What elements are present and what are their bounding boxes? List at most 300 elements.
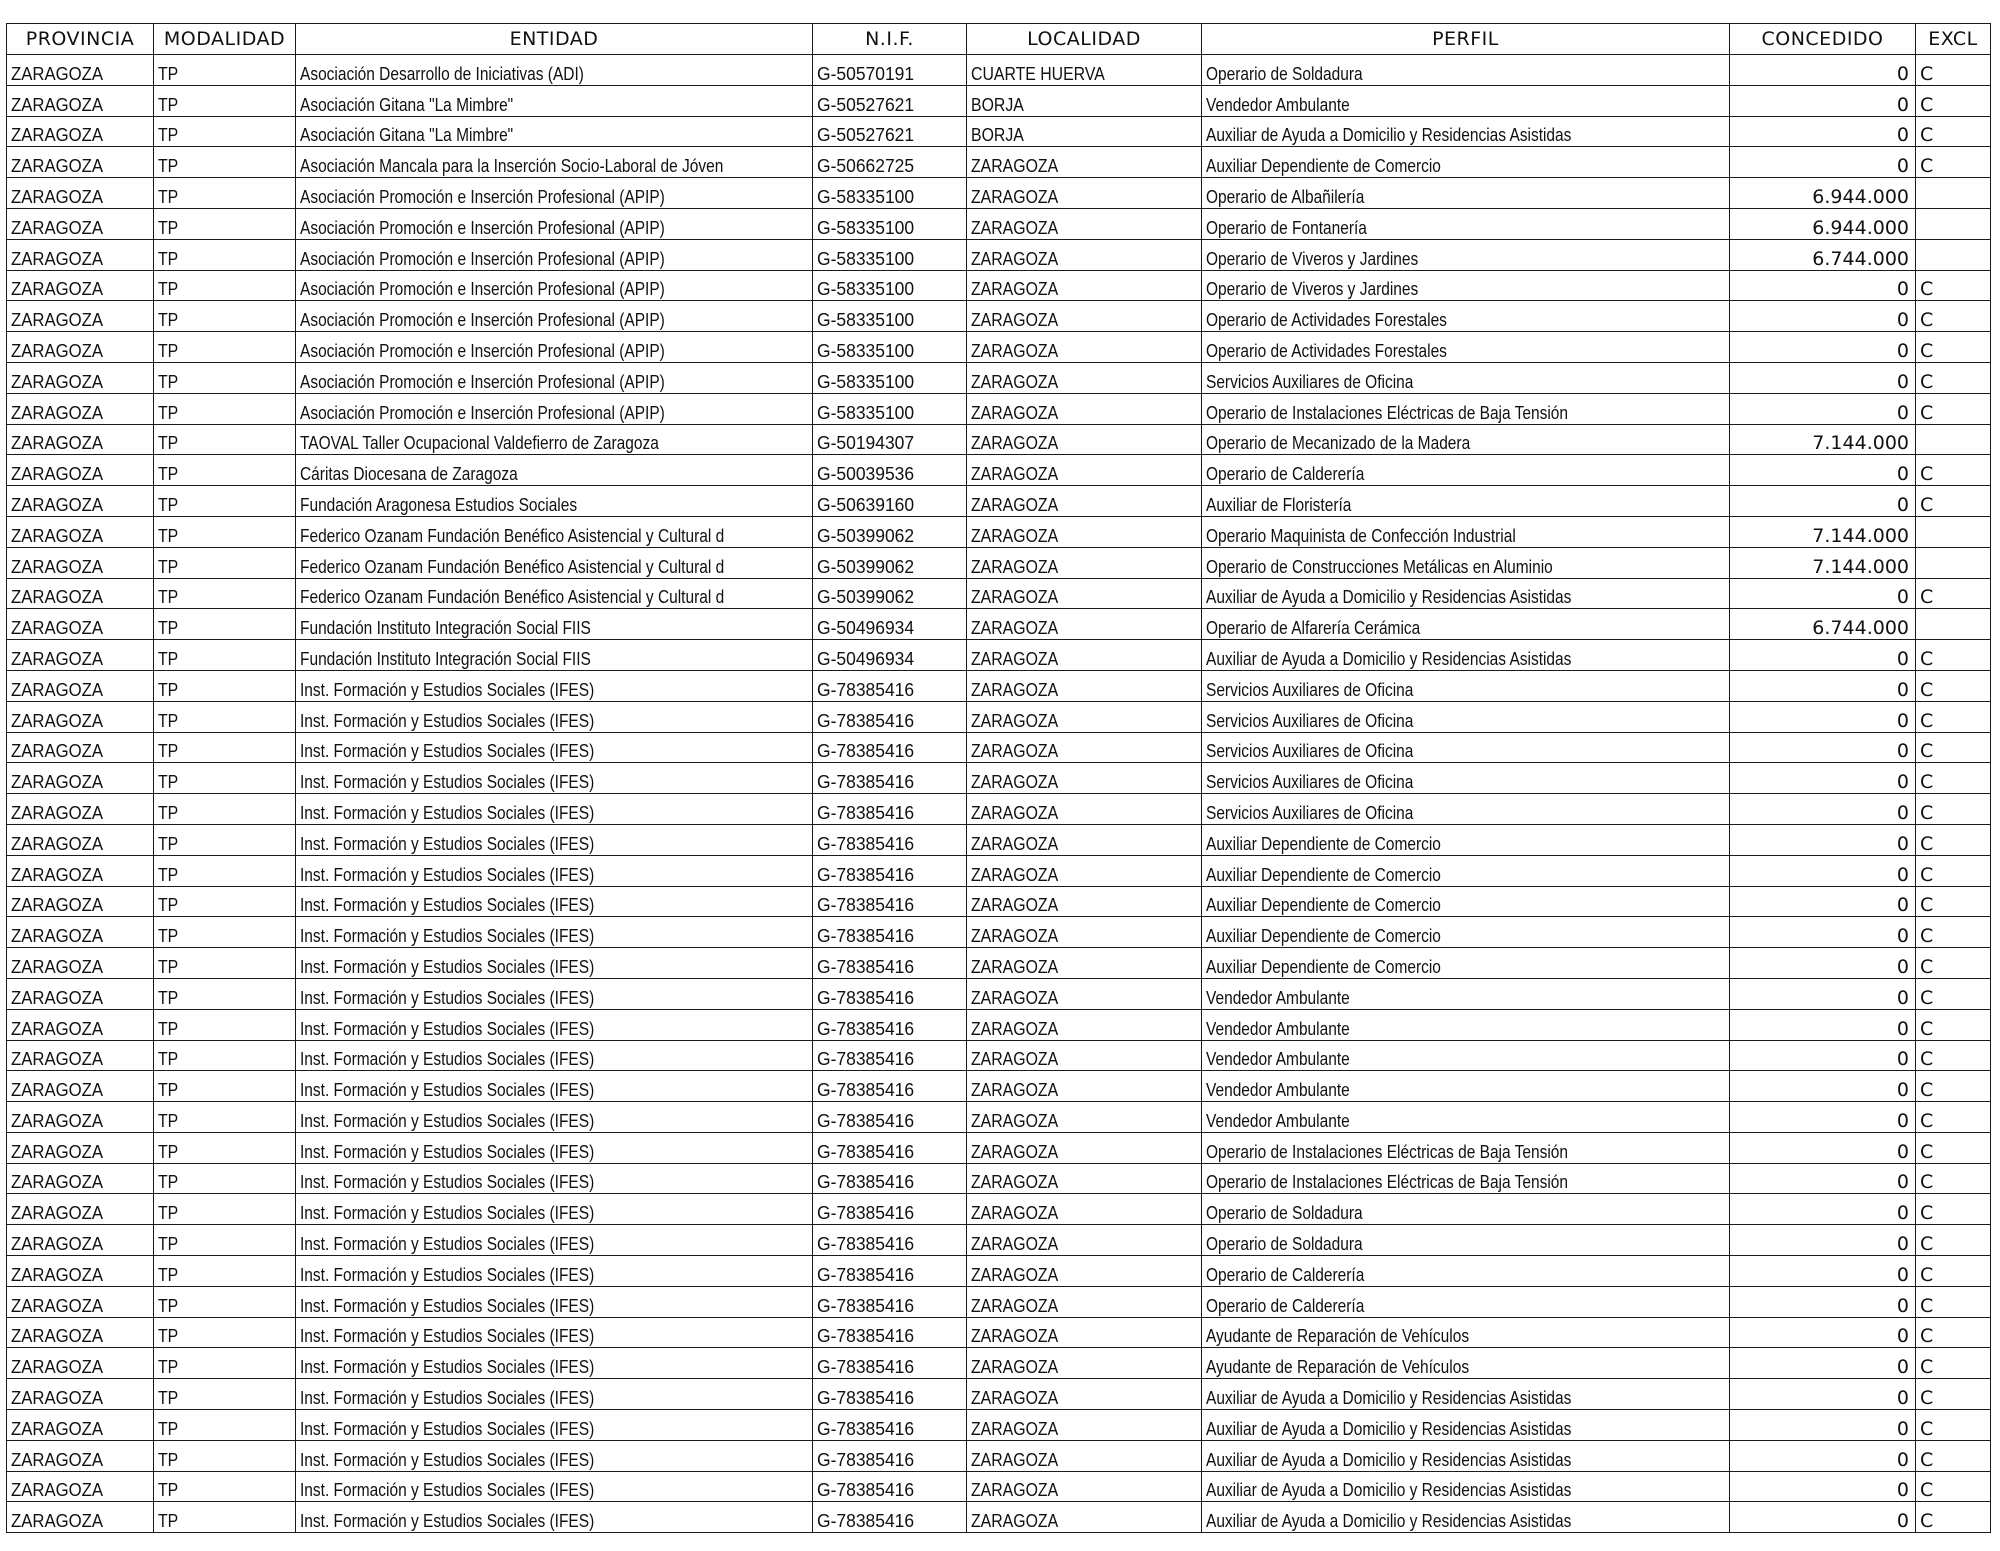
- cell-perfil: [1202, 855, 1730, 886]
- cell-nif: [813, 763, 967, 794]
- cell-excl: C: [1916, 1286, 1991, 1317]
- cell-provincia-text: ZARAGOZA: [11, 587, 104, 608]
- cell-nif-text: G-78385416: [817, 1357, 915, 1378]
- cell-concedido: 0: [1730, 701, 1916, 732]
- cell-perfil-text: Operario de Construcciones Metálicas en Aluminio: [1206, 556, 1553, 577]
- cell-nif: [813, 1163, 967, 1194]
- table-row: [7, 208, 1991, 239]
- cell-nif-text: G-78385416: [817, 1018, 915, 1039]
- cell-provincia: [7, 1410, 154, 1441]
- cell-concedido: 0: [1730, 1471, 1916, 1502]
- cell-entidad: [296, 855, 813, 886]
- cell-localidad-text: ZARAGOZA: [971, 556, 1059, 577]
- cell-localidad: [967, 1317, 1202, 1348]
- cell-perfil: [1202, 1071, 1730, 1102]
- cell-perfil: [1202, 332, 1730, 363]
- cell-nif: [813, 1317, 967, 1348]
- cell-localidad-text: ZARAGOZA: [971, 987, 1059, 1008]
- cell-modalidad-text: TP: [158, 248, 179, 269]
- cell-localidad: [967, 1410, 1202, 1441]
- cell-entidad-text: Asociación Gitana "La Mimbre": [300, 94, 514, 115]
- cell-entidad: [296, 147, 813, 178]
- cell-perfil: [1202, 178, 1730, 209]
- cell-localidad: [967, 1471, 1202, 1502]
- cell-localidad: [967, 640, 1202, 671]
- cell-localidad: [967, 239, 1202, 270]
- cell-localidad: [967, 116, 1202, 147]
- cell-localidad-text: ZARAGOZA: [971, 310, 1059, 331]
- cell-entidad: [296, 362, 813, 393]
- cell-modalidad-text: TP: [158, 1203, 179, 1224]
- cell-localidad-text: ZARAGOZA: [971, 864, 1059, 885]
- cell-perfil-text: Operario de Albañilería: [1206, 186, 1365, 207]
- cell-localidad-text: ZARAGOZA: [971, 1357, 1059, 1378]
- cell-localidad-text: ZARAGOZA: [971, 433, 1059, 454]
- cell-perfil-text: Auxiliar de Ayuda a Domicilio y Residencias Asistidas: [1206, 1511, 1572, 1532]
- cell-modalidad-text: TP: [158, 1141, 179, 1162]
- cell-provincia: [7, 670, 154, 701]
- cell-localidad-text: ZARAGOZA: [971, 279, 1059, 300]
- cell-excl: [1916, 516, 1991, 547]
- cell-perfil: [1202, 1102, 1730, 1133]
- cell-perfil-text: Operario de Actividades Forestales: [1206, 340, 1447, 361]
- cell-modalidad: [154, 609, 296, 640]
- cell-nif-text: G-50399062: [817, 525, 915, 546]
- cell-entidad: [296, 1410, 813, 1441]
- cell-localidad-text: ZARAGOZA: [971, 1172, 1059, 1193]
- cell-entidad: [296, 270, 813, 301]
- cell-provincia: [7, 547, 154, 578]
- cell-provincia: [7, 1286, 154, 1317]
- cell-provincia-text: ZARAGOZA: [11, 802, 104, 823]
- cell-localidad: [967, 1225, 1202, 1256]
- cell-localidad: [967, 85, 1202, 116]
- cell-concedido: 0: [1730, 486, 1916, 517]
- cell-perfil: [1202, 824, 1730, 855]
- table-row: [7, 1379, 1991, 1410]
- cell-localidad-text: ZARAGOZA: [971, 1264, 1059, 1285]
- cell-modalidad-text: TP: [158, 772, 179, 793]
- cell-excl: C: [1916, 455, 1991, 486]
- cell-entidad: [296, 886, 813, 917]
- cell-provincia-text: ZARAGOZA: [11, 1388, 104, 1409]
- cell-perfil-text: Auxiliar de Ayuda a Domicilio y Residencias Asistidas: [1206, 1418, 1572, 1439]
- cell-modalidad: [154, 1102, 296, 1133]
- cell-provincia: [7, 1471, 154, 1502]
- cell-provincia-text: ZARAGOZA: [11, 186, 104, 207]
- cell-nif: [813, 794, 967, 825]
- cell-entidad: [296, 1225, 813, 1256]
- cell-modalidad-text: TP: [158, 156, 179, 177]
- cell-excl: C: [1916, 332, 1991, 363]
- cell-provincia-text: ZARAGOZA: [11, 1018, 104, 1039]
- cell-entidad-text: Cáritas Diocesana de Zaragoza: [300, 464, 518, 485]
- cell-localidad-text: ZARAGOZA: [971, 371, 1059, 392]
- cell-nif: [813, 239, 967, 270]
- cell-modalidad-text: TP: [158, 371, 179, 392]
- cell-perfil: [1202, 1471, 1730, 1502]
- cell-perfil: [1202, 147, 1730, 178]
- cell-perfil: [1202, 763, 1730, 794]
- header-row: [7, 24, 1991, 55]
- cell-concedido: 6.944.000: [1730, 208, 1916, 239]
- cell-concedido: 0: [1730, 670, 1916, 701]
- cell-nif: [813, 270, 967, 301]
- cell-entidad-text: Inst. Formación y Estudios Sociales (IFES): [300, 895, 595, 916]
- cell-perfil-text: Vendedor Ambulante: [1206, 94, 1350, 115]
- cell-perfil-text: Vendedor Ambulante: [1206, 1110, 1350, 1131]
- cell-nif-text: G-58335100: [817, 340, 915, 361]
- cell-modalidad: [154, 1040, 296, 1071]
- cell-provincia: [7, 178, 154, 209]
- table-row: [7, 824, 1991, 855]
- cell-perfil: [1202, 270, 1730, 301]
- cell-nif-text: G-50570191: [817, 63, 915, 84]
- cell-entidad-text: Inst. Formación y Estudios Sociales (IFES): [300, 926, 595, 947]
- cell-localidad: [967, 701, 1202, 732]
- cell-excl: C: [1916, 362, 1991, 393]
- cell-nif: [813, 1502, 967, 1533]
- table-row: [7, 1317, 1991, 1348]
- cell-provincia-text: ZARAGOZA: [11, 648, 104, 669]
- cell-modalidad-text: TP: [158, 987, 179, 1008]
- cell-localidad-text: ZARAGOZA: [971, 1110, 1059, 1131]
- cell-modalidad-text: TP: [158, 1018, 179, 1039]
- table-row: [7, 547, 1991, 578]
- cell-modalidad-text: TP: [158, 741, 179, 762]
- cell-modalidad-text: TP: [158, 1449, 179, 1470]
- cell-provincia-text: ZARAGOZA: [11, 987, 104, 1008]
- cell-provincia-text: ZARAGOZA: [11, 864, 104, 885]
- cell-entidad-text: Inst. Formación y Estudios Sociales (IFES): [300, 1141, 595, 1162]
- cell-perfil: [1202, 1410, 1730, 1441]
- cell-perfil: [1202, 609, 1730, 640]
- cell-modalidad-text: TP: [158, 1080, 179, 1101]
- cell-provincia: [7, 701, 154, 732]
- cell-provincia: [7, 516, 154, 547]
- cell-perfil-text: Vendedor Ambulante: [1206, 1049, 1350, 1070]
- cell-provincia: [7, 824, 154, 855]
- cell-excl: C: [1916, 116, 1991, 147]
- cell-localidad-text: ZARAGOZA: [971, 402, 1059, 423]
- cell-entidad: [296, 1071, 813, 1102]
- cell-entidad-text: Inst. Formación y Estudios Sociales (IFES): [300, 1110, 595, 1131]
- cell-nif-text: G-78385416: [817, 1388, 915, 1409]
- cell-perfil-text: Servicios Auxiliares de Oficina: [1206, 772, 1414, 793]
- cell-perfil: [1202, 794, 1730, 825]
- cell-localidad-text: ZARAGOZA: [971, 1449, 1059, 1470]
- cell-localidad-text: ZARAGOZA: [971, 1141, 1059, 1162]
- table-row: [7, 917, 1991, 948]
- cell-localidad: [967, 978, 1202, 1009]
- cell-provincia: [7, 948, 154, 979]
- cell-perfil-text: Vendedor Ambulante: [1206, 1080, 1350, 1101]
- cell-perfil-text: Auxiliar Dependiente de Comercio: [1206, 895, 1441, 916]
- cell-localidad-text: ZARAGOZA: [971, 340, 1059, 361]
- cell-nif: [813, 1256, 967, 1287]
- cell-provincia: [7, 332, 154, 363]
- cell-localidad-text: ZARAGOZA: [971, 1018, 1059, 1039]
- table-row: [7, 855, 1991, 886]
- cell-nif-text: G-78385416: [817, 1049, 915, 1070]
- cell-excl: C: [1916, 763, 1991, 794]
- cell-excl: [1916, 239, 1991, 270]
- table-row: [7, 301, 1991, 332]
- table-row: [7, 1194, 1991, 1225]
- cell-localidad: [967, 1379, 1202, 1410]
- cell-nif-text: G-78385416: [817, 1511, 915, 1532]
- cell-modalidad: [154, 1348, 296, 1379]
- cell-entidad-text: Fundación Instituto Integración Social FIIS: [300, 648, 591, 669]
- cell-provincia: [7, 1348, 154, 1379]
- cell-provincia-text: ZARAGOZA: [11, 433, 104, 454]
- cell-provincia-text: ZARAGOZA: [11, 248, 104, 269]
- cell-nif-text: G-78385416: [817, 741, 915, 762]
- cell-entidad-text: Fundación Aragonesa Estudios Sociales: [300, 494, 578, 515]
- cell-modalidad-text: TP: [158, 864, 179, 885]
- cell-excl: C: [1916, 1502, 1991, 1533]
- cell-entidad-text: Inst. Formación y Estudios Sociales (IFES): [300, 741, 595, 762]
- cell-perfil-text: Operario de Instalaciones Eléctricas de Baja Tensión: [1206, 1141, 1568, 1162]
- cell-modalidad-text: TP: [158, 802, 179, 823]
- cell-concedido: 0: [1730, 824, 1916, 855]
- cell-modalidad-text: TP: [158, 833, 179, 854]
- cell-provincia-text: ZARAGOZA: [11, 63, 104, 84]
- table-body: [7, 55, 1991, 1533]
- cell-excl: C: [1916, 1348, 1991, 1379]
- cell-nif-text: G-58335100: [817, 371, 915, 392]
- spreadsheet-sheet: [6, 23, 1990, 1533]
- cell-nif-text: G-50662725: [817, 156, 915, 177]
- cell-localidad-text: ZARAGOZA: [971, 1080, 1059, 1101]
- table-row: [7, 1009, 1991, 1040]
- cell-perfil: [1202, 486, 1730, 517]
- cell-nif-text: G-58335100: [817, 186, 915, 207]
- cell-entidad-text: Federico Ozanam Fundación Benéfico Asistencial y Cultural d: [300, 587, 725, 608]
- cell-nif-text: G-50039536: [817, 464, 915, 485]
- cell-modalidad: [154, 948, 296, 979]
- cell-localidad: [967, 55, 1202, 86]
- cell-modalidad-text: TP: [158, 587, 179, 608]
- cell-localidad: [967, 609, 1202, 640]
- cell-provincia-text: ZARAGOZA: [11, 618, 104, 639]
- cell-provincia: [7, 1102, 154, 1133]
- cell-provincia-text: ZARAGOZA: [11, 494, 104, 515]
- cell-provincia: [7, 1440, 154, 1471]
- cell-modalidad: [154, 239, 296, 270]
- cell-nif: [813, 424, 967, 455]
- cell-perfil: [1202, 301, 1730, 332]
- cell-perfil: [1202, 1379, 1730, 1410]
- cell-localidad-text: ZARAGOZA: [971, 618, 1059, 639]
- cell-concedido: 0: [1730, 147, 1916, 178]
- cell-nif: [813, 1194, 967, 1225]
- cell-excl: C: [1916, 578, 1991, 609]
- cell-concedido: 0: [1730, 1132, 1916, 1163]
- cell-modalidad: [154, 424, 296, 455]
- table-row: [7, 1225, 1991, 1256]
- cell-concedido: 0: [1730, 578, 1916, 609]
- cell-nif-text: G-78385416: [817, 1326, 915, 1347]
- cell-provincia-text: ZARAGOZA: [11, 1326, 104, 1347]
- cell-concedido: 6.944.000: [1730, 178, 1916, 209]
- cell-entidad: [296, 85, 813, 116]
- table-row: [7, 116, 1991, 147]
- cell-perfil-text: Auxiliar de Ayuda a Domicilio y Residencias Asistidas: [1206, 1480, 1572, 1501]
- cell-provincia-text: ZARAGOZA: [11, 125, 104, 146]
- cell-excl: C: [1916, 85, 1991, 116]
- cell-perfil-text: Auxiliar Dependiente de Comercio: [1206, 833, 1441, 854]
- cell-modalidad-text: TP: [158, 525, 179, 546]
- cell-localidad: [967, 1440, 1202, 1471]
- cell-entidad-text: Inst. Formación y Estudios Sociales (IFES): [300, 1449, 595, 1470]
- cell-modalidad-text: TP: [158, 679, 179, 700]
- cell-entidad-text: Asociación Promoción e Inserción Profesional (APIP): [300, 340, 665, 361]
- cell-nif: [813, 1071, 967, 1102]
- cell-entidad-text: Inst. Formación y Estudios Sociales (IFES): [300, 1388, 595, 1409]
- cell-modalidad: [154, 1502, 296, 1533]
- cell-concedido: 0: [1730, 855, 1916, 886]
- table-row: [7, 1471, 1991, 1502]
- cell-perfil: [1202, 1132, 1730, 1163]
- cell-entidad-text: Inst. Formación y Estudios Sociales (IFES): [300, 1418, 595, 1439]
- cell-provincia-text: ZARAGOZA: [11, 1480, 104, 1501]
- cell-excl: [1916, 424, 1991, 455]
- table-row: [7, 578, 1991, 609]
- cell-modalidad-text: TP: [158, 217, 179, 238]
- cell-entidad: [296, 824, 813, 855]
- cell-provincia: [7, 1256, 154, 1287]
- cell-perfil: [1202, 1040, 1730, 1071]
- cell-modalidad: [154, 1132, 296, 1163]
- cell-provincia: [7, 1379, 154, 1410]
- cell-concedido: 0: [1730, 362, 1916, 393]
- cell-perfil: [1202, 208, 1730, 239]
- cell-entidad: [296, 547, 813, 578]
- cell-localidad: [967, 1071, 1202, 1102]
- cell-localidad-text: ZARAGOZA: [971, 772, 1059, 793]
- cell-localidad-text: ZARAGOZA: [971, 248, 1059, 269]
- cell-excl: C: [1916, 732, 1991, 763]
- cell-entidad: [296, 948, 813, 979]
- cell-excl: C: [1916, 1379, 1991, 1410]
- cell-provincia-text: ZARAGOZA: [11, 772, 104, 793]
- cell-entidad-text: Inst. Formación y Estudios Sociales (IFES): [300, 802, 595, 823]
- cell-nif: [813, 978, 967, 1009]
- cell-nif: [813, 1225, 967, 1256]
- cell-entidad: [296, 1102, 813, 1133]
- cell-perfil-text: Operario de Calderería: [1206, 1295, 1365, 1316]
- cell-entidad-text: Inst. Formación y Estudios Sociales (IFES): [300, 987, 595, 1008]
- cell-perfil: [1202, 1225, 1730, 1256]
- cell-excl: [1916, 178, 1991, 209]
- cell-entidad-text: Inst. Formación y Estudios Sociales (IFES): [300, 1234, 595, 1255]
- cell-nif: [813, 1102, 967, 1133]
- cell-nif-text: G-78385416: [817, 802, 915, 823]
- cell-nif-text: G-78385416: [817, 1234, 915, 1255]
- cell-entidad: [296, 1163, 813, 1194]
- cell-perfil: [1202, 516, 1730, 547]
- cell-modalidad: [154, 1317, 296, 1348]
- header-entidad: ENTIDAD: [296, 24, 813, 55]
- cell-modalidad: [154, 732, 296, 763]
- cell-entidad: [296, 178, 813, 209]
- cell-nif-text: G-78385416: [817, 1110, 915, 1131]
- cell-entidad-text: Fundación Instituto Integración Social FIIS: [300, 618, 591, 639]
- cell-concedido: 0: [1730, 1225, 1916, 1256]
- cell-nif: [813, 1040, 967, 1071]
- cell-entidad-text: Inst. Formación y Estudios Sociales (IFES): [300, 710, 595, 731]
- cell-entidad: [296, 978, 813, 1009]
- cell-modalidad: [154, 116, 296, 147]
- cell-nif-text: G-50399062: [817, 587, 915, 608]
- cell-localidad: [967, 362, 1202, 393]
- cell-modalidad-text: TP: [158, 402, 179, 423]
- cell-localidad: [967, 301, 1202, 332]
- cell-excl: C: [1916, 1471, 1991, 1502]
- cell-entidad: [296, 393, 813, 424]
- cell-localidad-text: ZARAGOZA: [971, 1388, 1059, 1409]
- cell-excl: C: [1916, 948, 1991, 979]
- cell-entidad: [296, 763, 813, 794]
- cell-provincia-text: ZARAGOZA: [11, 833, 104, 854]
- cell-localidad: [967, 147, 1202, 178]
- cell-entidad: [296, 301, 813, 332]
- cell-modalidad-text: TP: [158, 1172, 179, 1193]
- cell-provincia-text: ZARAGOZA: [11, 1295, 104, 1316]
- cell-perfil-text: Vendedor Ambulante: [1206, 1018, 1350, 1039]
- cell-provincia-text: ZARAGOZA: [11, 1080, 104, 1101]
- cell-nif-text: G-78385416: [817, 1172, 915, 1193]
- cell-perfil-text: Ayudante de Reparación de Vehículos: [1206, 1326, 1470, 1347]
- cell-provincia-text: ZARAGOZA: [11, 1141, 104, 1162]
- cell-provincia: [7, 1071, 154, 1102]
- cell-excl: C: [1916, 701, 1991, 732]
- table-row: [7, 332, 1991, 363]
- cell-modalidad: [154, 855, 296, 886]
- cell-excl: C: [1916, 1071, 1991, 1102]
- cell-localidad: [967, 455, 1202, 486]
- cell-nif-text: G-50399062: [817, 556, 915, 577]
- cell-entidad: [296, 732, 813, 763]
- cell-localidad: [967, 670, 1202, 701]
- table-row: [7, 239, 1991, 270]
- cell-modalidad: [154, 670, 296, 701]
- cell-modalidad: [154, 1256, 296, 1287]
- cell-entidad: [296, 701, 813, 732]
- cell-concedido: 0: [1730, 1102, 1916, 1133]
- cell-provincia-text: ZARAGOZA: [11, 1418, 104, 1439]
- cell-concedido: 6.744.000: [1730, 239, 1916, 270]
- cell-provincia: [7, 855, 154, 886]
- cell-provincia: [7, 1225, 154, 1256]
- cell-concedido: 0: [1730, 1348, 1916, 1379]
- cell-localidad-text: ZARAGOZA: [971, 156, 1059, 177]
- cell-localidad-text: ZARAGOZA: [971, 1295, 1059, 1316]
- cell-provincia: [7, 886, 154, 917]
- cell-localidad: [967, 948, 1202, 979]
- cell-excl: C: [1916, 794, 1991, 825]
- cell-concedido: 0: [1730, 1286, 1916, 1317]
- cell-perfil: [1202, 455, 1730, 486]
- cell-concedido: 0: [1730, 732, 1916, 763]
- table-row: [7, 978, 1991, 1009]
- cell-entidad-text: Asociación Desarrollo de Iniciativas (ADI): [300, 63, 584, 84]
- cell-provincia: [7, 640, 154, 671]
- table-row: [7, 886, 1991, 917]
- cell-localidad: [967, 917, 1202, 948]
- cell-entidad: [296, 1502, 813, 1533]
